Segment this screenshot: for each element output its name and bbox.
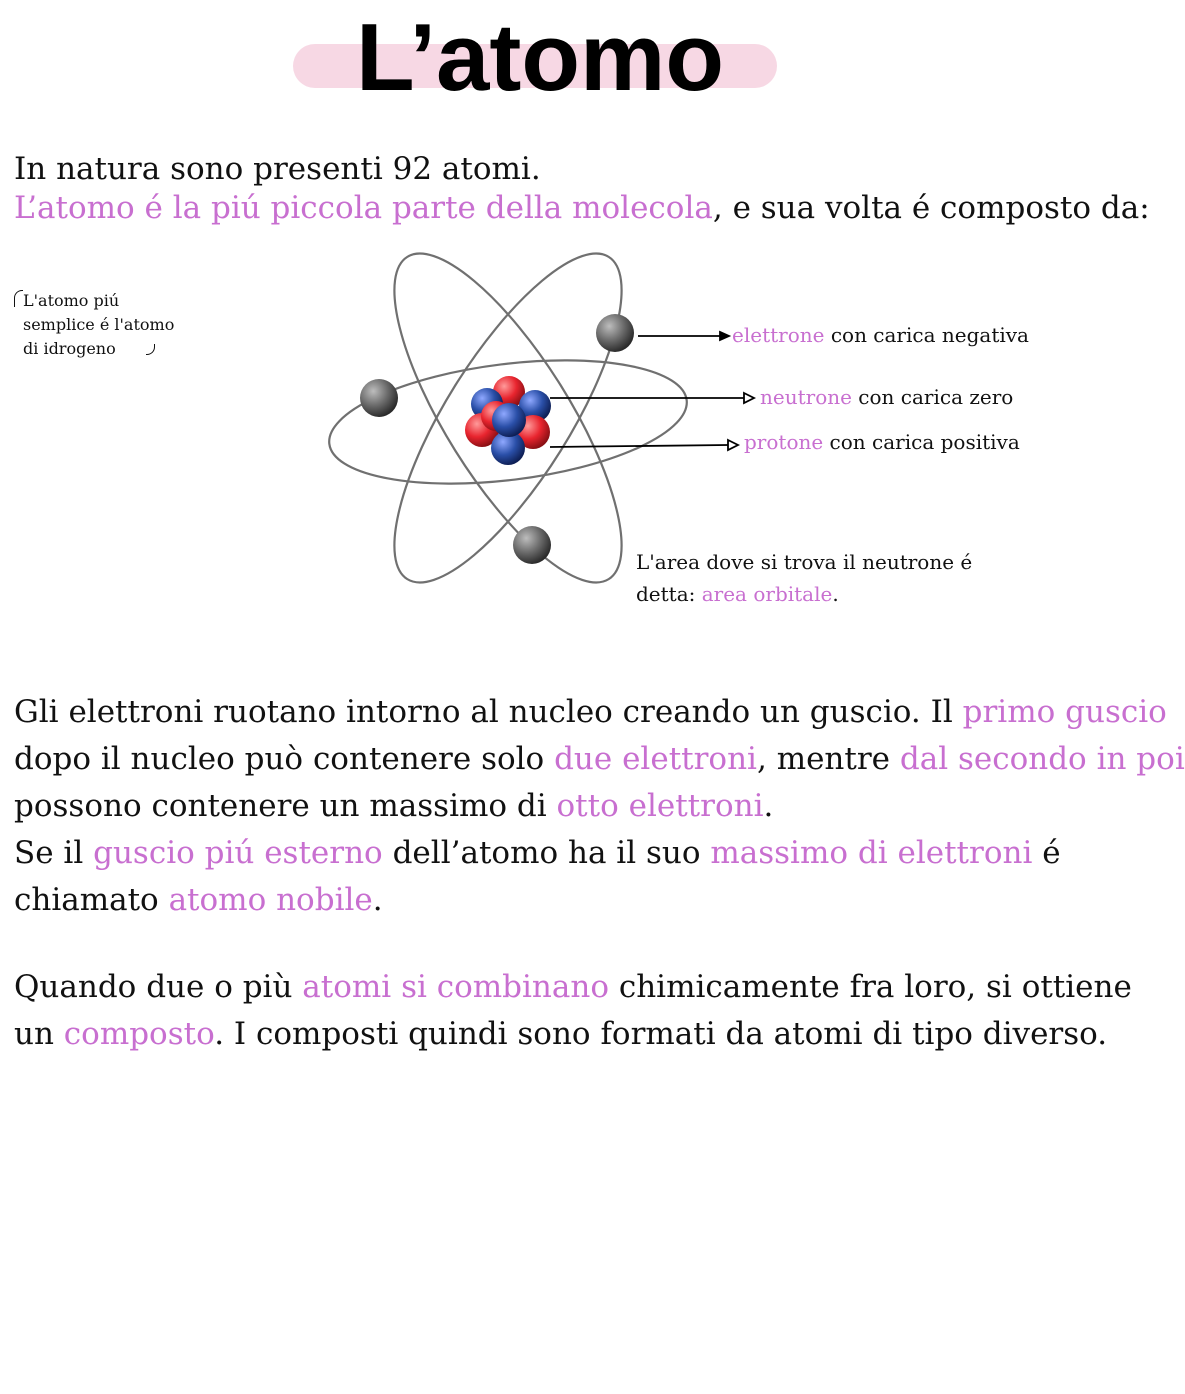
neutron-term: neutrone bbox=[760, 385, 852, 409]
orbital-area-term: area orbitale bbox=[701, 582, 833, 606]
orbital-note-prefix: detta: bbox=[636, 582, 702, 606]
proton-term: protone bbox=[744, 430, 824, 454]
intro-line-2 bbox=[14, 189, 1150, 228]
text-span: chiamato bbox=[14, 882, 169, 918]
text-span: . bbox=[763, 788, 774, 824]
highlight-max-electrons: massimo di elettroni bbox=[710, 835, 1033, 871]
electron-label bbox=[732, 322, 1029, 348]
electron-desc: con carica negativa bbox=[824, 323, 1029, 347]
text-span: , mentre bbox=[756, 741, 900, 777]
highlight-compound: composto bbox=[63, 1016, 215, 1052]
compounds-line-1 bbox=[14, 964, 1132, 1011]
text-span: . I composti quindi sono formati da atomi di tipo diverso. bbox=[214, 1016, 1108, 1052]
electron-term: elettrone bbox=[732, 323, 825, 347]
electron-bottom bbox=[513, 526, 551, 564]
orbital-note-line-2 bbox=[636, 578, 972, 610]
compounds-paragraph bbox=[14, 964, 1132, 1058]
note-open-bracket bbox=[14, 290, 23, 307]
text-span: é bbox=[1032, 835, 1061, 871]
proton-label bbox=[744, 429, 1020, 455]
electron-left bbox=[360, 379, 398, 417]
text-span: Gli elettroni ruotano intorno al nucleo creando un guscio. Il bbox=[14, 694, 963, 730]
shells-line-1 bbox=[14, 689, 1185, 736]
electron-pointer-arrow bbox=[720, 332, 729, 340]
compounds-line-2 bbox=[14, 1011, 1132, 1058]
shells-line-4 bbox=[14, 830, 1185, 877]
intro-highlight: L’atomo é la piú piccola parte della molecola bbox=[14, 190, 713, 226]
electron-top-right bbox=[596, 314, 634, 352]
proton-pointer-arrow bbox=[728, 440, 738, 450]
hydrogen-side-note bbox=[14, 288, 174, 366]
intro-line-2-rest: , e sua volta é composto da: bbox=[712, 190, 1150, 226]
text-span: Se il bbox=[14, 835, 94, 871]
neutron bbox=[492, 403, 526, 437]
highlight-atoms-combine: atomi si combinano bbox=[302, 969, 609, 1005]
shells-line-5 bbox=[14, 877, 1185, 924]
highlight-eight-electrons: otto elettroni bbox=[556, 788, 764, 824]
text-span: possono contenere un massimo di bbox=[14, 788, 557, 824]
side-note-line-2: semplice é l'atomo bbox=[23, 315, 175, 334]
orbital-area-note bbox=[636, 546, 972, 610]
neutron-label bbox=[760, 384, 1013, 410]
highlight-noble-atom: atomo nobile bbox=[168, 882, 373, 918]
title-area bbox=[0, 0, 1080, 120]
neutron-pointer-arrow bbox=[744, 393, 754, 403]
electron-shells-paragraph bbox=[14, 689, 1185, 924]
nucleus bbox=[465, 376, 551, 465]
highlight-outer-shell: guscio piú esterno bbox=[93, 835, 383, 871]
proton-desc: con carica positiva bbox=[823, 430, 1020, 454]
side-note-line-1: L'atomo piú bbox=[23, 291, 120, 310]
text-span: chimicamente fra loro, si ottiene bbox=[609, 969, 1132, 1005]
page-title: L’atomo bbox=[355, 4, 724, 111]
intro-line-1: In natura sono presenti 92 atomi. bbox=[14, 151, 541, 187]
intro-text bbox=[14, 150, 1150, 228]
shells-line-3 bbox=[14, 783, 1185, 830]
side-note-line-3: di idrogeno bbox=[23, 339, 116, 358]
highlight-two-electrons: due elettroni bbox=[554, 741, 757, 777]
text-span: dopo il nucleo può contenere solo bbox=[14, 741, 555, 777]
text-span: un bbox=[14, 1016, 64, 1052]
proton-pointer-line bbox=[550, 445, 728, 447]
pointer-lines bbox=[550, 332, 754, 450]
text-span: . bbox=[372, 882, 383, 918]
orbital-note-line-1: L'area dove si trova il neutrone é bbox=[636, 550, 973, 574]
text-span: dell’atomo ha il suo bbox=[382, 835, 711, 871]
atom-diagram bbox=[320, 250, 760, 590]
highlight-second-onward: dal secondo in poi bbox=[899, 741, 1185, 777]
text-span: Quando due o più bbox=[14, 969, 303, 1005]
orbital-note-suffix: . bbox=[832, 582, 839, 606]
shells-line-2 bbox=[14, 736, 1185, 783]
highlight-first-shell: primo guscio bbox=[962, 694, 1167, 730]
neutron-desc: con carica zero bbox=[851, 385, 1014, 409]
